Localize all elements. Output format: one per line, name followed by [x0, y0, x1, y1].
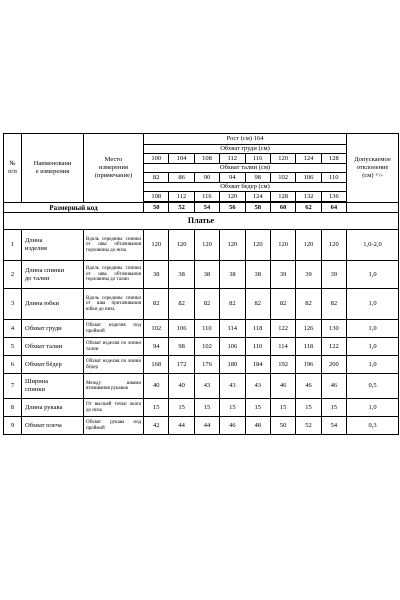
value-cell: 116: [245, 154, 270, 163]
value-cell: 90: [194, 173, 219, 182]
section-title: Платье: [4, 213, 399, 230]
measurement-name: Обхват талии: [22, 338, 84, 356]
measurement-name: Длина спинки до талии: [22, 261, 84, 289]
value-cell: 112: [168, 192, 193, 201]
value-cell: 136: [321, 192, 346, 201]
header-height: Рост (см) 164: [144, 134, 347, 145]
value-cell: 46: [219, 417, 244, 434]
value-cell: 200: [321, 356, 346, 373]
value-cell: 82: [152, 300, 160, 307]
value-cell: 120: [219, 192, 244, 201]
value-cell: 120: [194, 230, 219, 260]
value-cell: 122: [321, 338, 346, 355]
value-cell: 104: [168, 154, 193, 163]
value-cell: 102: [151, 325, 162, 332]
measurement-name: Длина юбки: [22, 289, 84, 320]
tolerance-value: 1,0: [347, 356, 399, 374]
value-cell: 56: [219, 203, 244, 212]
measurement-name: Обхват бёдер: [22, 356, 84, 374]
tolerance-value: 1,0: [347, 338, 399, 356]
value-cell: 120: [295, 230, 320, 260]
value-cell: 128: [321, 154, 346, 163]
value-cell: 120: [168, 230, 193, 260]
value-cell: 64: [321, 203, 346, 212]
value-cell: 58: [245, 203, 270, 212]
value-cell: 180: [219, 356, 244, 373]
value-cell: 108: [194, 154, 219, 163]
value-cell: 130: [321, 320, 346, 337]
value-cell: 94: [219, 173, 244, 182]
tolerance-value: 0,5: [347, 374, 399, 399]
value-cell: 15: [168, 399, 193, 416]
header-bust: Обхват груди (см): [144, 145, 347, 154]
value-cell: 168: [151, 361, 162, 368]
value-cell: 112: [219, 154, 244, 163]
value-cell: 126: [295, 320, 320, 337]
value-cell: 114: [270, 338, 295, 355]
value-cell: 132: [295, 192, 320, 201]
value-cell: 120: [245, 230, 270, 260]
measurement-values: [144, 417, 347, 435]
measurement-values: [144, 374, 347, 399]
value-cell: 102: [270, 173, 295, 182]
measurement-place: Вдоль середины спинки от шва обтачивания горловины до низа: [84, 230, 144, 261]
value-cell: 114: [219, 320, 244, 337]
row-number: 5: [4, 338, 22, 356]
measurement-values: [144, 320, 347, 338]
table-row: [4, 374, 399, 399]
value-cell: 120: [321, 230, 346, 260]
value-cell: 122: [270, 320, 295, 337]
value-cell: 118: [295, 338, 320, 355]
value-cell: 192: [270, 356, 295, 373]
value-cell: 38: [168, 261, 193, 288]
value-cell: 100: [151, 155, 162, 162]
tolerance-value: 1,0: [347, 320, 399, 338]
value-cell: 102: [194, 338, 219, 355]
value-cell: 15: [152, 404, 160, 411]
table-row: [4, 399, 399, 417]
measurement-values: [144, 356, 347, 374]
value-cell: 39: [321, 261, 346, 288]
value-cell: 82: [194, 289, 219, 319]
measurement-name: Ширина спинки: [22, 374, 84, 399]
header-measurement-name: Наименовани е измерения: [22, 134, 84, 203]
value-cell: 128: [270, 192, 295, 201]
value-cell: 39: [270, 261, 295, 288]
value-cell: 38: [219, 261, 244, 288]
value-cell: 116: [194, 192, 219, 201]
size-code-values: [144, 203, 347, 213]
value-cell: 82: [295, 289, 320, 319]
value-cell: 124: [295, 154, 320, 163]
value-cell: 60: [270, 203, 295, 212]
value-cell: 82: [270, 289, 295, 319]
table-row: [4, 338, 399, 356]
measurement-place: Обхват изделия под проймой: [84, 320, 144, 338]
row-number: 7: [4, 374, 22, 399]
value-cell: 48: [245, 417, 270, 434]
size-code-label: Размерный код: [4, 203, 144, 213]
value-cell: 82: [152, 174, 160, 181]
value-cell: 40: [152, 382, 160, 389]
value-cell: 106: [168, 320, 193, 337]
row-number: 2: [4, 261, 22, 289]
size-chart-table: [3, 133, 399, 435]
tolerance-value: 1,0: [347, 289, 399, 320]
table-row: [4, 261, 399, 289]
value-cell: 176: [194, 356, 219, 373]
measurement-values: [144, 338, 347, 356]
value-cell: 50: [270, 417, 295, 434]
table-row: [4, 417, 399, 435]
value-cell: 15: [295, 399, 320, 416]
value-cell: 44: [194, 417, 219, 434]
tolerance-value: 1,0-2,0: [347, 230, 399, 261]
value-cell: 118: [245, 320, 270, 337]
value-cell: 42: [152, 422, 160, 429]
measurement-place: От высшей точки оката до низа: [84, 399, 144, 417]
row-number: 4: [4, 320, 22, 338]
value-cell: 46: [295, 374, 320, 398]
value-cell: 110: [194, 320, 219, 337]
measurement-values: [144, 399, 347, 417]
measurement-name: Обхват плеча: [22, 417, 84, 435]
value-cell: 40: [168, 374, 193, 398]
value-cell: 46: [321, 374, 346, 398]
value-cell: 15: [219, 399, 244, 416]
value-cell: 50: [152, 204, 160, 211]
value-cell: 120: [151, 241, 162, 248]
value-cell: 196: [295, 356, 320, 373]
header-measurement-place: Место измерения (примечание): [84, 134, 144, 203]
value-cell: 15: [194, 399, 219, 416]
value-cell: 184: [245, 356, 270, 373]
value-cell: 124: [245, 192, 270, 201]
value-cell: 110: [321, 173, 346, 182]
measurement-name: Длина рукава: [22, 399, 84, 417]
measurement-place: Обхват изделия по линии талии: [84, 338, 144, 356]
value-cell: 120: [219, 230, 244, 260]
measurement-values: [144, 289, 347, 320]
table-row: [4, 289, 399, 320]
value-cell: 43: [194, 374, 219, 398]
value-cell: 38: [194, 261, 219, 288]
table-row: [4, 230, 399, 261]
tolerance-value: 0,3: [347, 417, 399, 435]
value-cell: 98: [245, 173, 270, 182]
header-waist: Обхват талии (см): [144, 164, 347, 173]
value-cell: 172: [168, 356, 193, 373]
header-number: № п/п: [4, 134, 22, 203]
measurement-place: Вдоль середины спинки от шва обтачивания горловины до талии: [84, 261, 144, 289]
row-number: 6: [4, 356, 22, 374]
value-cell: 38: [152, 271, 160, 278]
value-cell: 15: [321, 399, 346, 416]
measurement-values: [144, 261, 347, 289]
measurement-place: Вдоль середины спинки от шва притачивания юбки до низа: [84, 289, 144, 320]
value-cell: 94: [152, 343, 160, 350]
value-cell: 43: [219, 374, 244, 398]
value-cell: 52: [295, 417, 320, 434]
measurement-name: Длина изделия: [22, 230, 84, 261]
row-number: 1: [4, 230, 22, 261]
value-cell: 38: [245, 261, 270, 288]
row-number: 8: [4, 399, 22, 417]
value-cell: 54: [194, 203, 219, 212]
measurement-place: Между швами втачивания рукавов: [84, 374, 144, 399]
value-cell: 82: [168, 289, 193, 319]
measurement-place: Обхват изделия по линии бёдер: [84, 356, 144, 374]
tolerance-value: 1,0: [347, 261, 399, 289]
value-cell: 106: [219, 338, 244, 355]
value-cell: 98: [168, 338, 193, 355]
header-hips: Обхват бедер (см): [144, 183, 347, 192]
value-cell: 82: [245, 289, 270, 319]
value-cell: 120: [270, 154, 295, 163]
value-cell: 120: [270, 230, 295, 260]
value-cell: 86: [168, 173, 193, 182]
value-cell: 82: [219, 289, 244, 319]
row-number: 9: [4, 417, 22, 435]
value-cell: 39: [295, 261, 320, 288]
header-tolerance: Допускаемое отклонение (см) +/-: [347, 134, 399, 203]
value-cell: 82: [321, 289, 346, 319]
measurement-name: Обхват груди: [22, 320, 84, 338]
value-cell: 110: [245, 338, 270, 355]
measurement-values: [144, 230, 347, 261]
bust-values-row: [144, 154, 347, 164]
value-cell: 54: [321, 417, 346, 434]
value-cell: 15: [245, 399, 270, 416]
row-number: 3: [4, 289, 22, 320]
value-cell: 52: [168, 203, 193, 212]
measurement-place: Обхват рукава под проймой: [84, 417, 144, 435]
value-cell: 108: [151, 193, 162, 200]
value-cell: 15: [270, 399, 295, 416]
value-cell: 106: [295, 173, 320, 182]
table-row: [4, 320, 399, 338]
table-row: [4, 356, 399, 374]
value-cell: 62: [295, 203, 320, 212]
value-cell: 46: [270, 374, 295, 398]
tolerance-value: 1,0: [347, 399, 399, 417]
waist-values-row: [144, 173, 347, 183]
hips-values-row: [144, 192, 347, 202]
value-cell: 44: [168, 417, 193, 434]
value-cell: 43: [245, 374, 270, 398]
